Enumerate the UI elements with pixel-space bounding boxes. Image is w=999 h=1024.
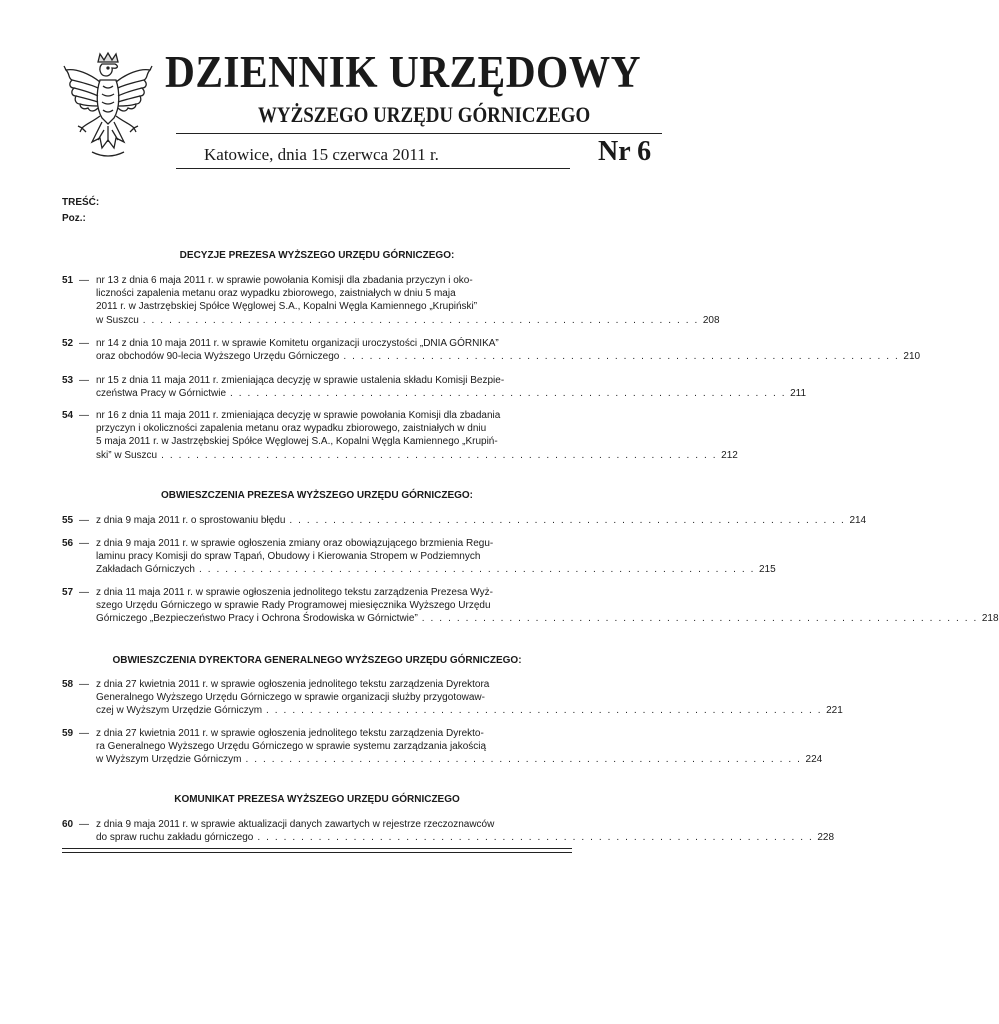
leader-dots: . . . . . . . . . . . . . . . . . . . . . . . . . . . . . . . . . . . . . . . . . . . . . . . . . . . . . . . . . . . . . . . .	[161, 449, 718, 461]
entry-text-line: Generalnego Wyższego Urzędu Górniczego w sprawie organizacji służby przygotowaw-	[96, 692, 485, 704]
position-label: Poz.:	[62, 213, 86, 224]
entry-dash: —	[79, 515, 89, 526]
entry-number: 51	[62, 275, 74, 286]
toc-entry	[62, 818, 835, 844]
entry-dash: —	[79, 587, 89, 598]
toc-entry	[62, 337, 921, 363]
entry-text-line: z dnia 27 kwietnia 2011 r. w sprawie ogłoszenia jednolitego tekstu zarządzenia Dyrektora	[96, 679, 490, 690]
entry-text-last: z dnia 9 maja 2011 r. o sprostowaniu błędu	[96, 515, 286, 526]
entry-text-line: 2011 r. w Jastrzębskiej Spółce Węglowej S.A., Kopalni Węgla Kamiennego „Krupiński”	[96, 301, 478, 313]
entry-dash: —	[79, 275, 89, 286]
entry-page: 212	[721, 449, 738, 461]
closing-rule	[62, 848, 572, 849]
entry-text-line: z dnia 9 maja 2011 r. w sprawie aktualizacji danych zawartych w rejestrze rzeczoznawców	[96, 819, 495, 830]
eagle-emblem-icon	[62, 52, 154, 164]
entry-text-line: liczności zapalenia metanu oraz wypadku zbiorowego, zaistniałych w dniu 5 maja	[96, 288, 456, 300]
leader-dots: . . . . . . . . . . . . . . . . . . . . . . . . . . . . . . . . . . . . . . . . . . . . . . . . . . . . . . . . . . . . . . . .	[245, 754, 802, 766]
entry-dash: —	[79, 410, 89, 421]
entry-text-line: z dnia 9 maja 2011 r. w sprawie ogłoszenia zmiany oraz obowiązującego brzmienia Regu-	[96, 538, 494, 549]
entry-number: 54	[62, 410, 74, 421]
entry-text-line: nr 14 z dnia 10 maja 2011 r. w sprawie Komitetu organizacji uroczystości „DNIA GÓRNIKA”	[96, 338, 499, 349]
leader-dots: . . . . . . . . . . . . . . . . . . . . . . . . . . . . . . . . . . . . . . . . . . . . . . . . . . . . . . . . . . . . . . . .	[257, 832, 814, 844]
entry-text-line: z dnia 27 kwietnia 2011 r. w sprawie ogłoszenia jednolitego tekstu zarządzenia Dyrekto-	[96, 728, 484, 739]
issue-number: Nr 6	[598, 136, 652, 167]
toc-entry	[62, 727, 823, 767]
entry-text-last: oraz obchodów 90-lecia Wyższego Urzędu Górniczego	[96, 351, 340, 363]
entry-text-last: czej w Wyższym Urzędzie Górniczym	[96, 705, 263, 717]
leader-dots: . . . . . . . . . . . . . . . . . . . . . . . . . . . . . . . . . . . . . . . . . . . . . . . . . . . . . . . . . . . . . . . .	[289, 515, 846, 526]
entry-dash: —	[79, 819, 89, 830]
toc-entry	[62, 374, 807, 400]
entry-dash: —	[79, 375, 89, 386]
toc-entry	[62, 678, 843, 718]
section-heading: OBWIESZCZENIA PREZESA WYŻSZEGO URZĘDU GÓRNICZEGO:	[160, 490, 474, 501]
entry-page: 208	[702, 314, 720, 326]
contents-label: TREŚĆ:	[62, 197, 100, 208]
entry-dash: —	[79, 679, 89, 690]
entry-page: 215	[758, 564, 776, 576]
toc-entry	[62, 537, 776, 577]
entry-page: 228	[817, 832, 835, 844]
entry-text-last: czeństwa Pracy w Górnictwie	[96, 388, 227, 400]
entry-text-line: przyczyn i okoliczności zapalenia metanu oraz wypadku zbiorowego, zaistniałych w dniu	[96, 423, 487, 435]
entry-dash: —	[79, 338, 89, 349]
entry-number: 59	[62, 728, 74, 739]
toc-entry	[62, 274, 720, 327]
entry-text-line: nr 16 z dnia 11 maja 2011 r. zmieniająca decyzję w sprawie powołania Komisji dla zbadania	[96, 410, 501, 421]
entry-number: 52	[62, 338, 74, 349]
entry-text-line: z dnia 11 maja 2011 r. w sprawie ogłoszenia jednolitego tekstu zarządzenia Prezesa Wyż-	[96, 587, 493, 598]
entry-page: 221	[826, 705, 843, 717]
closing-rule	[62, 852, 572, 853]
entry-text-line: nr 15 z dnia 11 maja 2011 r. zmieniająca decyzję w sprawie ustalenia składu Komisji Bezpie-	[96, 375, 505, 386]
leader-dots: . . . . . . . . . . . . . . . . . . . . . . . . . . . . . . . . . . . . . . . . . . . . . . . . . . . . . . . . . . . . . . . .	[230, 388, 787, 400]
section-heading: KOMUNIKAT PREZESA WYŻSZEGO URZĘDU GÓRNICZEGO	[174, 794, 460, 805]
entry-page: 224	[805, 754, 823, 766]
entry-page: 218	[981, 613, 999, 625]
entry-page: 214	[849, 515, 867, 526]
entry-text-line: nr 13 z dnia 6 maja 2011 r. w sprawie powołania Komisji dla zbadania przyczyn i oko-	[96, 275, 473, 286]
entry-number: 56	[62, 538, 74, 549]
leader-dots: . . . . . . . . . . . . . . . . . . . . . . . . . . . . . . . . . . . . . . . . . . . . . . . . . . . . . . . . . . . . . . . .	[343, 351, 900, 363]
entry-text-last: Górniczego „Bezpieczeństwo Pracy i Ochrona Środowiska w Górnictwie”	[96, 613, 418, 625]
section-heading: OBWIESZCZENIA DYREKTORA GENERALNEGO WYŻSZEGO URZĘDU GÓRNICZEGO:	[112, 655, 522, 666]
masthead-title: DZIENNIK URZĘDOWY	[165, 47, 641, 97]
entry-dash: —	[79, 538, 89, 549]
entry-number: 57	[62, 587, 74, 598]
leader-dots: . . . . . . . . . . . . . . . . . . . . . . . . . . . . . . . . . . . . . . . . . . . . . . . . . . . . . . . . . . . . . . . .	[198, 564, 755, 576]
entry-text-line: laminu pracy Komisji do spraw Tąpań, Obudowy i Kierowania Stropem w Podziemnych	[96, 551, 481, 563]
leader-dots: . . . . . . . . . . . . . . . . . . . . . . . . . . . . . . . . . . . . . . . . . . . . . . . . . . . . . . . . . . . . . . . .	[142, 314, 699, 326]
entry-page: 211	[790, 388, 807, 400]
toc-entry	[62, 409, 738, 462]
toc-entry	[62, 586, 999, 626]
leader-dots: . . . . . . . . . . . . . . . . . . . . . . . . . . . . . . . . . . . . . . . . . . . . . . . . . . . . . . . . . . . . . . . .	[421, 613, 978, 625]
entry-number: 58	[62, 679, 74, 690]
entry-dash: —	[79, 728, 89, 739]
toc-entry	[62, 514, 867, 527]
entry-text-line: 5 maja 2011 r. w Jastrzębskiej Spółce Węglowej S.A., Kopalni Węgla Kamiennego „Krupiń-	[96, 436, 498, 448]
masthead-rule	[176, 133, 662, 134]
entry-text-line: ra Generalnego Wyższego Urzędu Górniczego w sprawie systemu zarządzania jakością	[96, 741, 487, 753]
dateline: Katowice, dnia 15 czerwca 2011 r.	[204, 145, 439, 164]
leader-dots: . . . . . . . . . . . . . . . . . . . . . . . . . . . . . . . . . . . . . . . . . . . . . . . . . . . . . . . . . . . . . . . .	[266, 705, 823, 717]
entry-text-last: w Suszcu	[96, 314, 139, 326]
entry-text-last: ski” w Suszcu	[96, 449, 158, 461]
masthead-subtitle: WYŻSZEGO URZĘDU GÓRNICZEGO	[258, 102, 591, 127]
entry-number: 60	[62, 819, 74, 830]
entry-number: 53	[62, 375, 74, 386]
section-heading: DECYZJE PREZESA WYŻSZEGO URZĘDU GÓRNICZEGO:	[179, 250, 455, 261]
entry-text-last: w Wyższym Urzędzie Górniczym	[96, 754, 242, 766]
entry-number: 55	[62, 515, 74, 526]
entry-text-line: szego Urzędu Górniczego w sprawie Rady Programowej miesięcznika Wyższego Urzędu	[96, 600, 491, 612]
entry-text-last: Zakładach Górniczych	[96, 564, 195, 576]
dateline-rule	[176, 168, 570, 169]
entry-page: 210	[903, 351, 921, 363]
entry-text-last: do spraw ruchu zakładu górniczego	[96, 832, 254, 844]
